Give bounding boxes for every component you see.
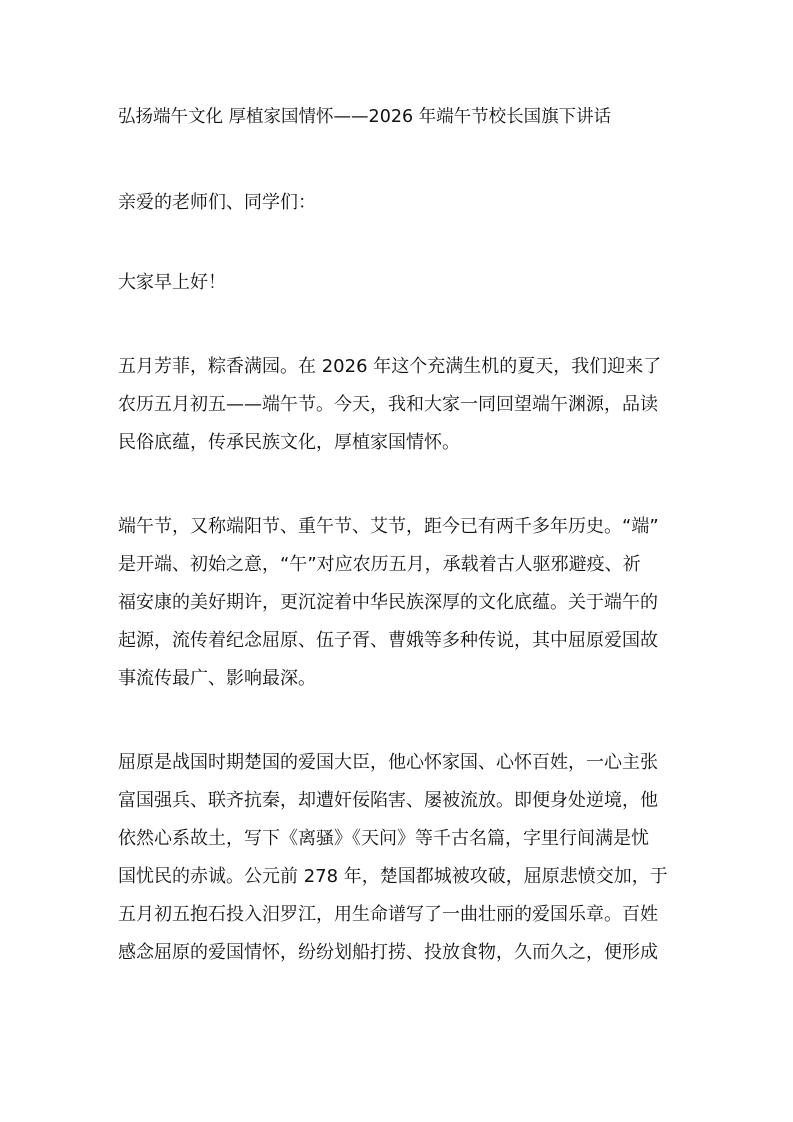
greeting: 大家早上好！: [118, 272, 226, 293]
paragraph-line: 依然心系故土，写下《离骚》《天问》等千古名篇，字里行间满是忧: [118, 828, 649, 849]
paragraph-line: 国忧民的赤诚。公元前 278 年，楚国都城被攻破，屈原悲愤交加，于: [118, 866, 668, 887]
paragraph-line: 五月芳菲，粽香满园。在 2026 年这个充满生机的夏天，我们迎来了: [118, 356, 662, 377]
paragraph-line: 是开端、初始之意，“午”对应农历五月，承载着古人驱邪避疫、祈: [118, 554, 641, 575]
paragraph-line: 起源，流传着纪念屈原、伍子胥、曹娥等多种传说，其中屈原爱国故: [118, 630, 658, 651]
paragraph-line: 五月初五抱石投入汨罗江，用生命谱写了一曲壮丽的爱国乐章。百姓: [118, 904, 658, 925]
document-title: 弘扬端午文化 厚植家国情怀——2026 年端午节校长国旗下讲话: [118, 107, 612, 127]
paragraph-line: 农历五月初五——端午节。今天，我和大家一同回望端午渊源，品读: [118, 394, 658, 415]
paragraph-line: 福安康的美好期许，更沉淀着中华民族深厚的文化底蕴。关于端午的: [118, 592, 658, 613]
paragraph-line: 端午节，又称端阳节、重午节、艾节，距今已有两千多年历史。“端”: [118, 516, 659, 537]
paragraph-line: 感念屈原的爱国情怀，纷纷划船打捞、投放食物，久而久之，便形成: [118, 942, 658, 963]
paragraph-line: 屈原是战国时期楚国的爱国大臣，他心怀家国、心怀百姓，一心主张: [118, 752, 658, 773]
paragraph-line: 民俗底蕴，传承民族文化，厚植家国情怀。: [118, 432, 460, 453]
paragraph-line: 富国强兵、联齐抗秦，却遭奸佞陷害、屡被流放。即便身处逆境，他: [118, 790, 658, 811]
paragraph-line: 事流传最广、影响最深。: [118, 668, 316, 689]
salutation: 亲爱的老师们、同学们：: [118, 192, 316, 213]
